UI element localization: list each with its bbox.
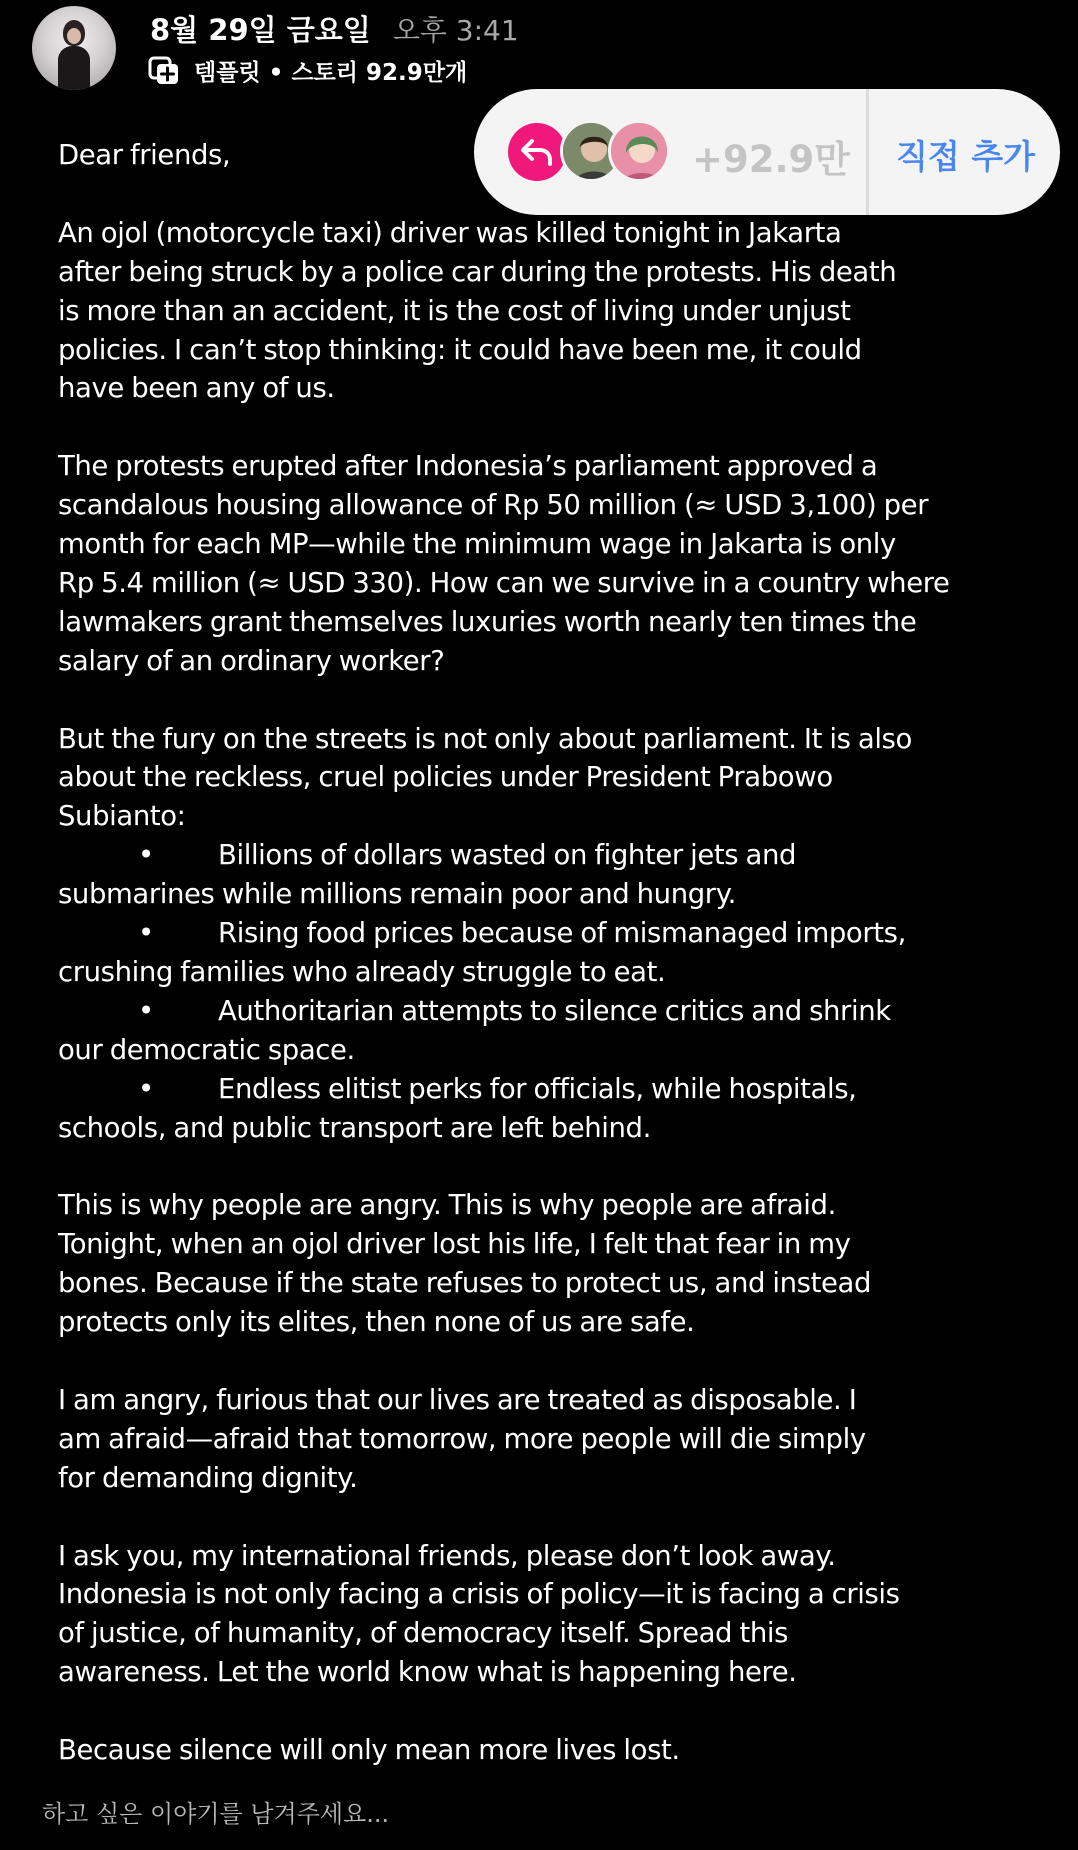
paragraph-line: have been any of us. xyxy=(58,372,335,405)
bullet-continuation: submarines while millions remain poor and hungry. xyxy=(58,878,737,911)
paragraph-line: for demanding dignity. xyxy=(58,1461,358,1494)
paragraph-line: lawmakers grant themselves luxuries worth nearly ten times the xyxy=(58,605,917,638)
paragraph-line: of justice, of humanity, of democracy itself. Spread this xyxy=(58,1617,789,1650)
paragraph-line: Rp 5.4 million (≈ USD 330). How can we survive in a country where xyxy=(58,566,950,599)
paragraph-line: protects only its elites, then none of us are safe. xyxy=(58,1306,695,1339)
bullet-item xyxy=(58,836,1058,875)
paragraph-line: But the fury on the streets is not only about parliament. It is also xyxy=(58,722,912,755)
paragraph-line: Tonight, when an ojol driver lost his life, I felt that fear in my xyxy=(58,1228,851,1261)
paragraph-line: Subianto: xyxy=(58,800,186,833)
paragraph-line: I ask you, my international friends, please don’t look away. xyxy=(58,1539,836,1572)
header-title-row xyxy=(150,8,519,49)
bullet-glyph: • xyxy=(138,1072,154,1105)
paragraph-line: The protests erupted after Indonesia’s parliament approved a xyxy=(58,450,878,483)
paragraph-line: An ojol (motorcycle taxi) driver was killed tonight in Jakarta xyxy=(58,216,842,249)
add-directly-button[interactable]: 직접 추가 xyxy=(896,137,1036,176)
bullet-text: Rising food prices because of mismanaged imports, xyxy=(218,917,906,950)
bullet-item xyxy=(58,992,1058,1031)
paragraph-line: awareness. Let the world know what is happening here. xyxy=(58,1656,797,1689)
closing-line: Because silence will only mean more lives lost. xyxy=(58,1734,680,1767)
bullet-glyph: • xyxy=(138,994,154,1027)
paragraph-line: is more than an accident, it is the cost of living under unjust xyxy=(58,294,851,327)
bullet-continuation: schools, and public transport are left behind. xyxy=(58,1111,651,1144)
avatar[interactable] xyxy=(32,6,116,90)
bullet-text: Authoritarian attempts to silence critics and shrink xyxy=(218,994,891,1027)
paragraph-line: scandalous housing allowance of Rp 50 million (≈ USD 3,100) per xyxy=(58,489,929,522)
paragraph-line: policies. I can’t stop thinking: it could have been me, it could xyxy=(58,333,862,366)
reply-input[interactable] xyxy=(42,1800,942,1828)
paragraph-line: am afraid—afraid that tomorrow, more people will die simply xyxy=(58,1422,866,1455)
bullet-continuation: crushing families who already struggle to eat. xyxy=(58,955,666,988)
bullet-glyph: • xyxy=(138,839,154,872)
bullet-text: Endless elitist perks for officials, while hospitals, xyxy=(218,1072,857,1105)
bullet-text: Billions of dollars wasted on fighter jets and xyxy=(218,839,797,872)
template-icon xyxy=(148,56,180,86)
story-time: 오후 3:41 xyxy=(392,14,519,47)
paragraph-line: salary of an ordinary worker? xyxy=(58,644,445,677)
paragraph-line: about the reckless, cruel policies under President Prabowo xyxy=(58,761,833,794)
story-date: 8월 29일 금요일 xyxy=(150,13,371,47)
paragraph-line: Indonesia is not only facing a crisis of policy—it is facing a crisis xyxy=(58,1578,900,1611)
bullet-glyph: • xyxy=(138,917,154,950)
bullet-item xyxy=(58,1070,1058,1109)
paragraph-line: bones. Because if the state refuses to protect us, and instead xyxy=(58,1267,872,1300)
paragraph-line: month for each MP—while the minimum wage in Jakarta is only xyxy=(58,528,896,561)
paragraph-line: after being struck by a police car during the protests. His death xyxy=(58,255,897,288)
reaction-count: +92.9만 xyxy=(692,138,851,181)
bullet-continuation: our democratic space. xyxy=(58,1033,355,1066)
template-row[interactable] xyxy=(148,54,467,87)
template-count-label: 템플릿 • 스토리 92.9만개 xyxy=(194,60,468,86)
story-text xyxy=(58,136,1058,1770)
greeting: Dear friends, xyxy=(58,139,231,171)
paragraph-line: I am angry, furious that our lives are treated as disposable. I xyxy=(58,1383,857,1416)
paragraph-line: This is why people are angry. This is why people are afraid. xyxy=(58,1189,836,1222)
bullet-item xyxy=(58,914,1058,953)
